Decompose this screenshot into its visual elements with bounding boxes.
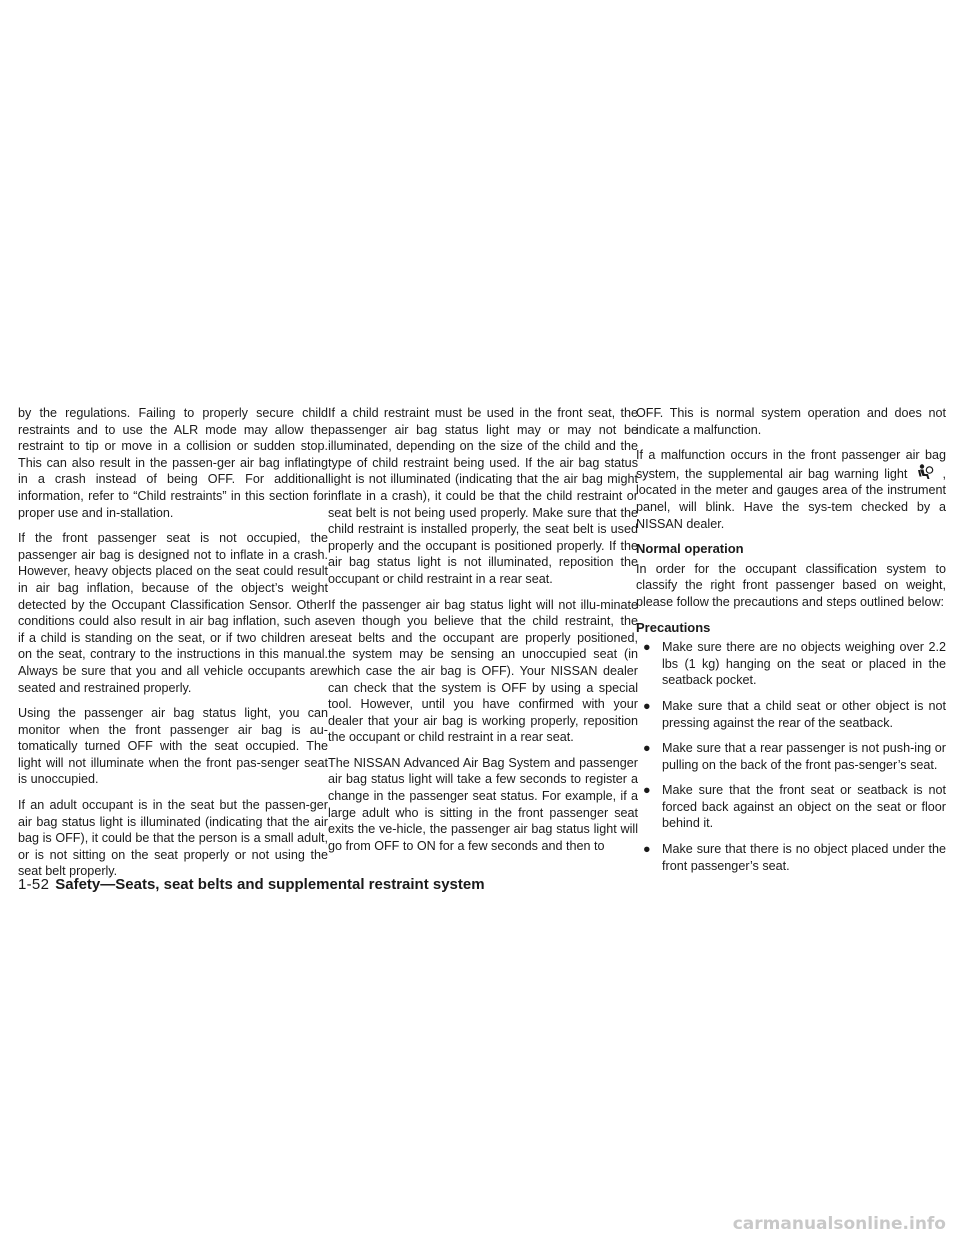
bullet-icon: ● [643, 741, 651, 756]
paragraph: If a child restraint must be used in the front seat, the passenger air bag status light may or may not be illuminated, depending on the size of the child and the type of child restraint being used. If the air bag status light is not illuminated (indicating that the air bag might inflate in a crash), it could be that the child restraint or seat belt is not being used properly. Make sure that the child restraint is installed properly, the seat belt is used properly and the occupant is positioned properly. If the air bag status light is not illuminated, reposition the occupant or child restraint in a rear seat. [328, 406, 638, 586]
paragraph: OFF. This is normal system operation and does not indicate a malfunction. [636, 406, 946, 437]
bullet-icon: ● [643, 842, 651, 857]
heading-normal-operation: Normal operation [636, 541, 744, 557]
paragraph: If an adult occupant is in the seat but the passen-ger air bag status light is illuminated (indicating that the air bag is OFF), it could be that the person is a small adult, or is not sitting on the seat properly or not using the seat belt properly. [18, 798, 328, 879]
list-item: ● Make sure that the front seat or seatback is not forced back against an object on the seat or floor behind it. [643, 783, 946, 831]
column-2 [328, 405, 638, 863]
page-footer [18, 876, 485, 894]
list-item: ● Make sure that a rear passenger is not push-ing or pulling on the back of the front pas-senger’s seat. [643, 741, 946, 772]
paragraph: In order for the occupant classification system to classify the right front passenger based on weight, please follow the precautions and steps outlined below: [636, 561, 946, 609]
column-3 [636, 405, 946, 883]
watermark: carmanualsonline.info [732, 1214, 946, 1234]
precautions-list [636, 639, 946, 874]
paragraph: by the regulations. Failing to properly secure child restraints and to use the ALR mode may allow the restraint to tip or move in a collision or sudden stop. This can also result in the passen-ger air bag inflating in a crash instead of being OFF. For additional information, refer to “Child restraints” in this section for proper use and in-stallation. [18, 406, 328, 520]
heading-precautions: Precautions [636, 619, 711, 635]
warning-text-a: If a malfunction occurs in the front passenger air bag system, the supplemental air bag warning light [636, 448, 946, 481]
list-item: ● Make sure that there is no object placed under the front passenger’s seat. [643, 842, 946, 873]
list-item: ● Make sure that a child seat or other object is not pressing against the rear of the seatback. [643, 698, 946, 730]
section-title: Safety—Seats, seat belts and supplemental restraint system [55, 876, 485, 893]
bullet-icon: ● [643, 640, 651, 655]
warning-text-b: , located in the meter and gauges area of the instrument panel, will blink. Have the sys-tem checked by a NISSAN dealer. [636, 466, 946, 531]
paragraph: If the front passenger seat is not occupied, the passenger air bag is designed not to inflate in a crash. However, heavy objects placed on the seat could result in air bag inflation, because of the object’s weight detected by the Occupant Classification Sensor. Other conditions could also result in air bag inflation, such as if a child is standing on the seat, or if two children are on the seat, contrary to the instructions in this manual. Always be sure that you and all vehicle occupants are seated and restrained properly. [18, 531, 328, 695]
paragraph: Using the passenger air bag status light, you can monitor when the front passenger air bag is au-tomatically turned OFF with the seat occupied. The light will not illuminate when the front pas-senger seat is unoccupied. [18, 706, 328, 787]
page-number: 1-52 [18, 876, 50, 893]
paragraph-warning-light [636, 447, 946, 532]
bullet-icon: ● [643, 783, 651, 798]
paragraph: The NISSAN Advanced Air Bag System and passenger air bag status light will take a few seconds to register a change in the passenger seat status. For example, if a large adult who is sitting in the front passenger seat exits the ve-hicle, the passenger air bag status light will go from OFF to ON for a few seconds and then to [328, 755, 638, 853]
paragraph: If the passenger air bag status light will not illu-minate even though you believe that the child restraint, the seat belts and the occupant are properly positioned, the system may be sensing an unoccupied seat (in which case the air bag is OFF). Your NISSAN dealer can check that the system is OFF by using a special tool. However, until you have confirmed with your dealer that your air bag is working properly, reposition the occupant or child restraint in a rear seat. [328, 597, 638, 745]
column-1 [18, 405, 328, 889]
list-item: ● Make sure there are no objects weighing over 2.2 lbs (1 kg) hanging on the seat or placed in the seatback pocket. [643, 640, 946, 688]
airbag-warning-icon [915, 464, 935, 480]
bullet-icon: ● [643, 698, 651, 713]
